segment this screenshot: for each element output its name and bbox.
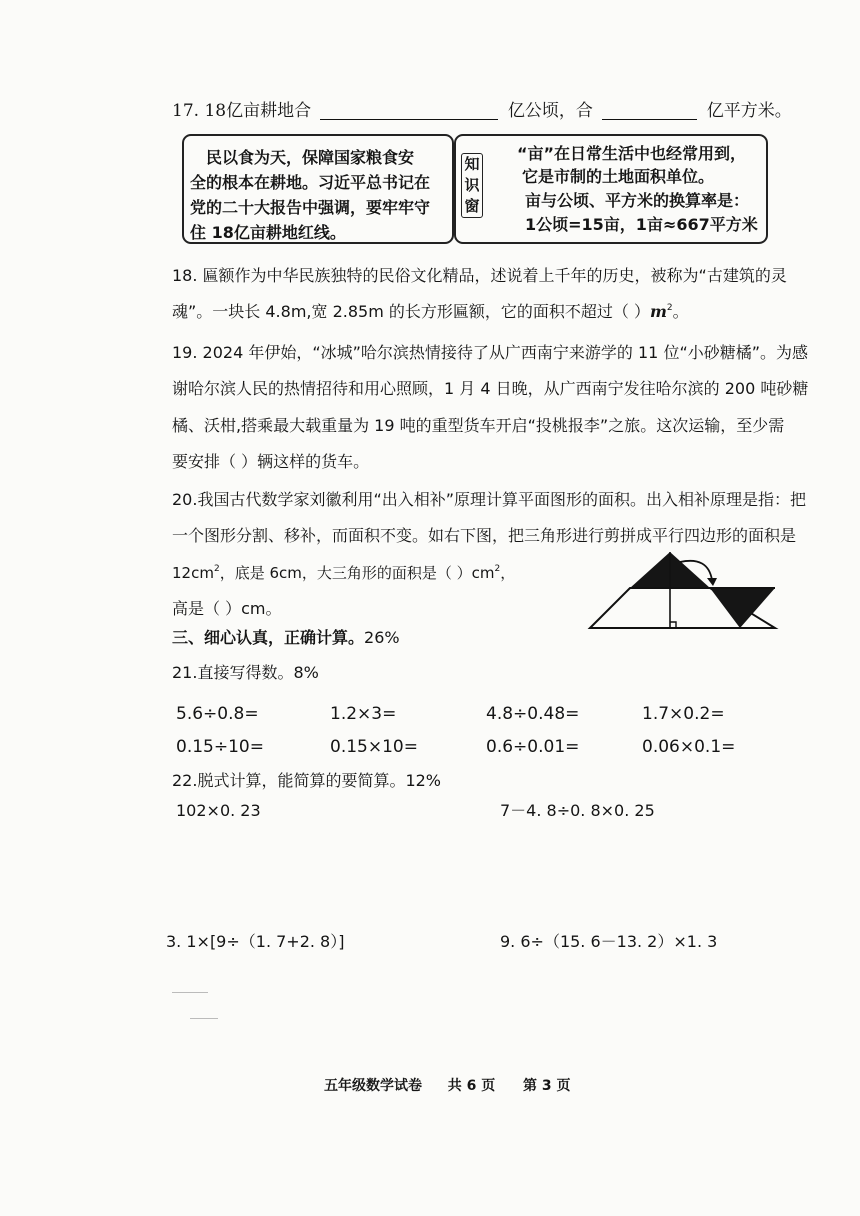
q18-line-1: 18. 匾额作为中华民族独特的民俗文化精品，述说着上千年的历史，被称为“古建筑的灵 [172,266,787,285]
q20-question: ，底是 6cm，大三角形的面积是（ ）cm [219,564,495,582]
q17-left-box-line-2: 全的根本在耕地。习近平总书记在 [190,173,431,192]
window-char-3: 窗 [464,197,480,215]
scan-mark-1 [172,992,208,993]
q17-left-box-line-3: 党的二十大报告中强调，要牢牢守 [190,198,431,217]
page-footer [324,1075,571,1095]
q21-row2-item-2: 0.15×10= [330,737,418,757]
q19-line-4: 要安排（ ）辆这样的货车。 [172,452,370,471]
cut-and-paste-figure [580,548,810,638]
q17-answer-blank-2[interactable] [602,101,697,120]
q22-item-4: 9. 6÷（15. 6－13. 2）×1. 3 [500,932,718,951]
scan-mark-2 [190,1018,218,1019]
q21-row1-item-2: 1.2×3= [330,704,397,724]
q17-prefix: 17. 18亿亩耕地合 [172,101,312,121]
footer-page-number: 第 3 页 [523,1078,571,1094]
window-char-1: 知 [464,155,480,173]
section-3-score: 26% [364,628,400,647]
q20-line-2: 一个图形分割、移补，而面积不变。如右下图，把三角形进行剪拼成平行四边形的面积是 [172,526,797,545]
q17-left-box-line-1: 民以食为天，保障国家粮食安 [206,148,415,167]
q19-line-1: 19. 2024 年伊始，“冰城”哈尔滨热情接待了从广西南宁来游学的 11 位“小砂糖橘”。为感 [172,343,809,362]
q20-line-1: 20.我国古代数学家刘徽利用“出入相补”原理计算平面图形的面积。出入相补原理是指：把 [172,490,807,509]
section-3-title: 三、细心认真，正确计算。 [172,628,365,647]
section-3-heading [172,630,400,646]
triangle-top-left-piece [630,552,670,588]
q22-item-1: 102×0. 23 [176,801,261,820]
q21-row1-item-4: 1.7×0.2= [642,704,725,724]
triangle-top-right-piece [670,552,710,588]
q17-right-box-line-1: “亩”在日常生活中也经常用到， [517,144,747,163]
q17-right-box-line-3: 亩与公顷、平方米的换算率是： [525,191,750,210]
q22-item-3: 3. 1×[9÷（1. 7+2. 8）] [166,932,345,951]
q21-title: 21.直接写得数。8% [172,663,319,682]
q22-item-2: 7－4. 8÷0. 8×0. 25 [500,801,655,820]
q17-right-box-line-4: 1公顷=15亩，1亩≈667平方米 [525,215,758,234]
q17-left-box-line-4: 住 18亿亩耕地红线。 [190,223,346,242]
q21-row2-item-3: 0.6÷0.01= [486,737,580,757]
q20-line-3 [172,565,515,581]
q20-unit-sup: 2 [494,564,501,574]
knowledge-window-label [461,153,483,218]
q17-right-box-line-2: 它是市制的土地面积单位。 [522,167,715,186]
q21-row2-item-4: 0.06×0.1= [642,737,736,757]
q19-line-2: 谢哈尔滨人民的热情招待和用心照顾，1 月 4 日晚，从广西南宁发往哈尔滨的 200 吨砂糖 [172,379,809,398]
q17-line [172,101,792,120]
q21-row2-item-1: 0.15÷10= [176,737,264,757]
footer-total-pages: 共 6 页 [447,1078,496,1094]
footer-subject: 五年级数学试卷 [324,1078,422,1094]
arrow-head [707,578,717,586]
q18-end: 。 [672,302,689,321]
q20-area-sup: 2 [213,564,220,574]
q19-line-3: 橘、沃柑,搭乘最大载重量为 19 吨的重型货车开启“投桃报李”之旅。这次运输，至少需 [172,416,785,435]
q20-comma: ， [500,564,516,582]
q18-text: 魂”。一块长 4.8m,宽 2.85m 的长方形匾额，它的面积不超过（ ） [172,302,650,321]
q20-area: 12cm [172,564,214,582]
q21-row1-item-1: 5.6÷0.8= [176,704,259,724]
q17-mid: 亿公顷，合 [507,101,593,121]
q21-row1-item-3: 4.8÷0.48= [486,704,580,724]
q18-unit: m [649,302,667,321]
q18-unit-sup: 2 [666,303,673,313]
q17-suffix: 亿平方米。 [706,101,792,121]
q18-line-2 [172,304,689,320]
window-char-2: 识 [464,176,480,194]
q17-answer-blank-1[interactable] [320,101,498,120]
q20-line-4: 高是（ ）cm。 [172,599,282,618]
q22-title: 22.脱式计算，能简算的要简算。12% [172,771,442,790]
